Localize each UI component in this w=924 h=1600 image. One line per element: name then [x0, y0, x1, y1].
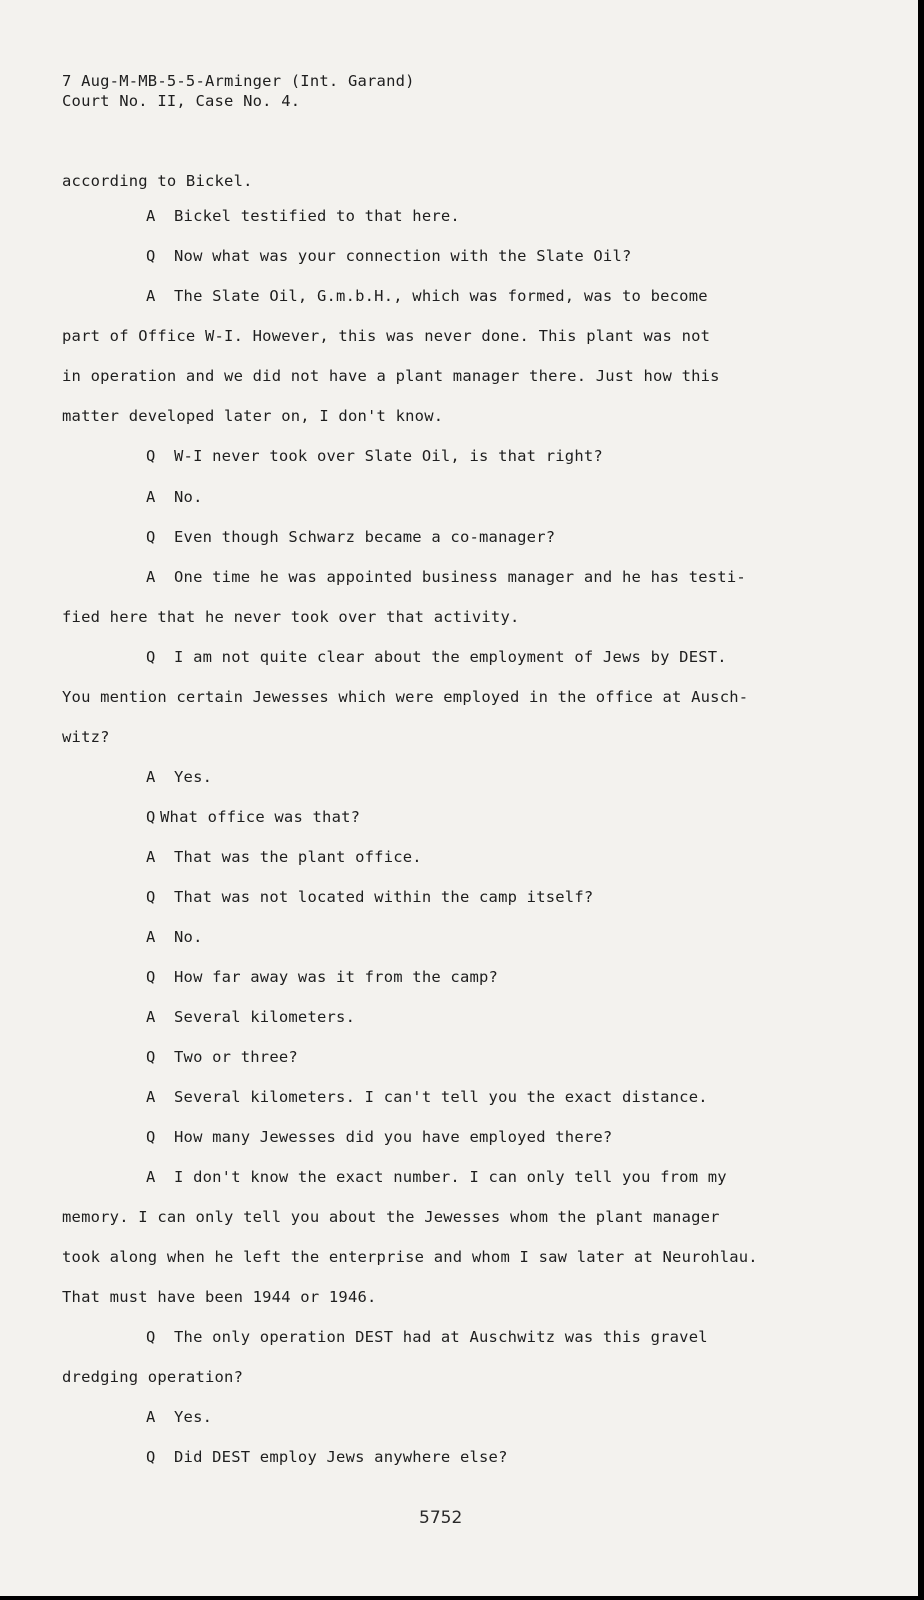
- text-line: took along when he left the enterprise and whom I saw later at Neurohlau.: [62, 1248, 758, 1266]
- text-line: matter developed later on, I don't know.: [62, 407, 444, 425]
- answer-text: That was the plant office.: [174, 848, 422, 866]
- header-line-2: Court No. II, Case No. 4.: [62, 92, 301, 110]
- question-text: W-I never took over Slate Oil, is that right?: [174, 447, 603, 465]
- text-line: in operation and we did not have a plant manager there. Just how this: [62, 367, 720, 385]
- speaker-marker: Q: [146, 1128, 156, 1146]
- text-line: witz?: [62, 728, 110, 746]
- header-line-1: 7 Aug-M-MB-5-5-Arminger (Int. Garand): [62, 72, 415, 90]
- text-line: memory. I can only tell you about the Jewesses whom the plant manager: [62, 1208, 720, 1226]
- answer-text: I don't know the exact number. I can only tell you from my: [174, 1168, 727, 1186]
- speaker-marker: Q: [146, 968, 156, 986]
- speaker-marker: A: [146, 568, 156, 586]
- text-line: dredging operation?: [62, 1368, 244, 1386]
- answer-text: Yes.: [174, 768, 213, 786]
- speaker-marker: A: [146, 287, 156, 305]
- question-text: That was not located within the camp itself?: [174, 888, 594, 906]
- page-number: 5752: [419, 1508, 463, 1528]
- answer-text: Several kilometers. I can't tell you the exact distance.: [174, 1088, 708, 1106]
- question-text: The only operation DEST had at Auschwitz was this gravel: [174, 1328, 708, 1346]
- speaker-marker: A: [146, 1088, 156, 1106]
- question-text: What office was that?: [160, 808, 361, 826]
- speaker-marker: Q: [146, 888, 156, 906]
- question-text: Two or three?: [174, 1048, 298, 1066]
- answer-text: The Slate Oil, G.m.b.H., which was formed, was to become: [174, 287, 708, 305]
- question-text: I am not quite clear about the employment of Jews by DEST.: [174, 648, 727, 666]
- speaker-marker: A: [146, 207, 156, 225]
- speaker-marker: Q: [146, 528, 156, 546]
- text-line: That must have been 1944 or 1946.: [62, 1288, 377, 1306]
- speaker-marker: A: [146, 928, 156, 946]
- answer-text: Yes.: [174, 1408, 213, 1426]
- speaker-marker: Q: [146, 808, 156, 826]
- speaker-marker: Q: [146, 1048, 156, 1066]
- text-line: part of Office W-I. However, this was never done. This plant was not: [62, 327, 711, 345]
- question-text: How far away was it from the camp?: [174, 968, 499, 986]
- question-text: How many Jewesses did you have employed there?: [174, 1128, 613, 1146]
- speaker-marker: Q: [146, 648, 156, 666]
- text-line: You mention certain Jewesses which were employed in the office at Ausch-: [62, 688, 749, 706]
- continuation-line: according to Bickel.: [62, 172, 253, 190]
- text-line: fied here that he never took over that activity.: [62, 608, 520, 626]
- question-text: Now what was your connection with the Slate Oil?: [174, 247, 632, 265]
- answer-text: Bickel testified to that here.: [174, 207, 460, 225]
- speaker-marker: Q: [146, 1448, 156, 1466]
- speaker-marker: A: [146, 1008, 156, 1026]
- speaker-marker: A: [146, 768, 156, 786]
- speaker-marker: A: [146, 848, 156, 866]
- answer-text: One time he was appointed business manager and he has testi-: [174, 568, 746, 586]
- question-text: Did DEST employ Jews anywhere else?: [174, 1448, 508, 1466]
- speaker-marker: Q: [146, 447, 156, 465]
- speaker-marker: Q: [146, 247, 156, 265]
- speaker-marker: A: [146, 488, 156, 506]
- speaker-marker: Q: [146, 1328, 156, 1346]
- answer-text: No.: [174, 488, 203, 506]
- answer-text: No.: [174, 928, 203, 946]
- speaker-marker: A: [146, 1408, 156, 1426]
- speaker-marker: A: [146, 1168, 156, 1186]
- question-text: Even though Schwarz became a co-manager?: [174, 528, 556, 546]
- answer-text: Several kilometers.: [174, 1008, 356, 1026]
